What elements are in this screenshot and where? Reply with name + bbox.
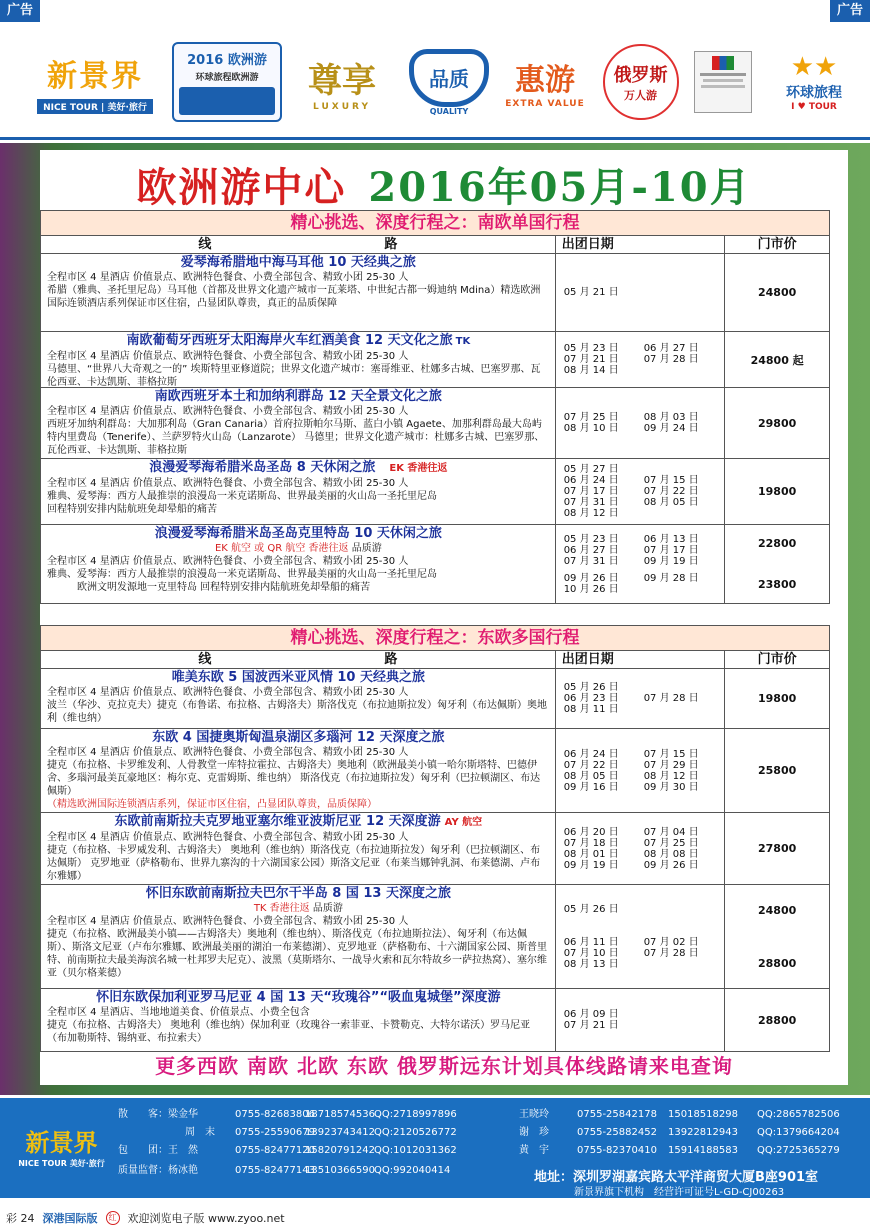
extra-value-logo: 惠游 EXTRA VALUE [505, 63, 585, 109]
contact-cell: 13922812943 [668, 1127, 738, 1138]
luxury-logo: 尊享 LUXURY [308, 60, 376, 112]
address: 地址：深圳罗湖嘉宾路太平洋商贸大厦B座901室 [534, 1170, 819, 1185]
section-south-europe [40, 210, 830, 604]
star-icon: ★★ [790, 52, 838, 82]
section-title: 精心挑选、深度行程之：南欧单国行程 [41, 211, 829, 236]
section-east-europe [40, 625, 830, 1052]
table-header: 线 路 出团日期 门市价 [41, 236, 829, 254]
contact-cell: 散 客：梁金华 [118, 1109, 198, 1120]
ad-tag-right: 广告 [830, 0, 870, 22]
contact-cell: QQ:2865782506 [757, 1109, 840, 1120]
contact-cell: 0755-82477143 [235, 1165, 315, 1176]
page-title: 欧洲游中心 2016年05月-10月 [136, 164, 752, 211]
section-title: 精心挑选、深度行程之：东欧多国行程 [41, 626, 829, 651]
contact-cell: 18718574536 [305, 1109, 375, 1120]
table-row: 怀旧东欧保加利亚罗马尼亚 4 国 13 天“玫瑰谷”“吸血鬼城堡”深度游 全程市区 4 星酒店、当地地道美食、价值景点、小费全包含 捷克（布拉格、古姆洛夫） 奥地利（维也纳）保加利亚（玫瑰谷一索菲亚、卡赞勒克、大特尔诺沃）罗马尼亚（布加勒斯特、锡纳亚、布拉索夫） 06 月 09 日 07 月 21 日 28800 [41, 989, 829, 1051]
contact-cell: 黄 宇 [519, 1145, 549, 1156]
table-row: 南欧西班牙本土和加纳利群岛 12 天全景文化之旅 全程市区 4 星酒店 价值景点、欧洲特色餐食、小费全部包含、精致小团 25-30 人 西班牙加纳利群岛：大加那利岛（Gran Canaria）首府拉斯帕尔马斯、蓝白小镇 Agaete、加那利群岛最大岛屿特内里费岛（Tenerife）、兰萨罗特火山岛（Lanzarote） 马德里；世界文化遗产城市：杜娜多古城、巴塞罗那、瓦伦西亚、卡达凯斯、菲格拉斯 07 月 25 日 08 月 03 日 08 月 10 日 09 月 24 日 29800 [41, 388, 829, 459]
contact-cell: 0755-82370410 [577, 1145, 657, 1156]
license: 新景界旗下机构 经营许可证号L-GD-CJ00263 [574, 1187, 785, 1198]
contact-cell: 谢 珍 [519, 1127, 549, 1138]
contact-cell: 15820791242 [305, 1145, 375, 1156]
russia-logo: 俄罗斯 万人游 [598, 42, 683, 122]
contact-cell: 包 团：王 然 [118, 1145, 198, 1156]
unionpay-badge [692, 42, 754, 122]
table-row: 爱琴海希腊地中海马耳他 10 天经典之旅 全程市区 4 星酒店 价值景点、欧洲特色餐食、小费全部包含、精致小团 25-30 人 希腊（雅典、圣托里尼岛）马耳他（首都及世界文化遗产城市一瓦莱塔、中世紀古都一姆迪纳 Mdina）精选欧洲国际连锁酒店系列保证市区住宿，凸显团队尊贵，真正的品质保障 05 月 21 日 24800 [41, 254, 829, 332]
contact-cell: 周 末 [185, 1127, 215, 1138]
table-row: 东欧前南斯拉夫克罗地亚塞尔维亚波斯尼亚 12 天深度游 AY 航空 全程市区 4 星酒店 价值景点、欧洲特色餐食、小费全部包含、精致小团 25-30 人 捷克（布拉格、卡罗威发利、古姆洛夫） 奥地利（维也纳）斯洛伐克（布拉迪斯拉发）匈牙利（巴拉顿湖区、布达佩斯） 克罗地亚（萨格勒布、世界九寨沟的十六湖国家公园）斯洛文尼亚（布莱当娜钟乳洞、布莱德湖、卢布尔雅娜） 06 月 20 日 07 月 04 日 07 月 18 日 07 月 25 日 08 月 01 日 08 月 08 日 09 月 19 日 09 月 26 日 27800 [41, 813, 829, 885]
contact-panel [0, 1098, 870, 1198]
contact-cell: 0755-25882452 [577, 1127, 657, 1138]
table-row: 唯美东欧 5 国波西米亚风情 10 天经典之旅 全程市区 4 星酒店 价值景点、欧洲特色餐食、小费全部包含、精致小团 25-30 人 波兰（华沙、克拉克夫）捷克（布鲁诺、布拉格、古姆洛夫）斯洛伐克（布拉迪斯拉发）匈牙利（布达佩斯）奥地利（维也纳） 05 月 26 日 06 月 23 日 07 月 28 日 08 月 11 日 19800 [41, 669, 829, 729]
contact-cell: 质量监督：杨冰艳 [118, 1165, 198, 1176]
red-circle-icon: 红 [106, 1211, 120, 1225]
contact-cell: QQ:1012031362 [374, 1145, 457, 1156]
table-row: 南欧葡萄牙西班牙太阳海岸火车红酒美食 12 天文化之旅 TK 全程市区 4 星酒店 价值景点、欧洲特色餐食、小费全部包含、精致小团 25-30 人 马德里、“世界八大奇观之一的” 埃斯特里亚修道院；世界文化遗产城市：塞哥维亚、杜娜多古城、巴塞罗那、瓦伦西亚、卡达凯斯、菲格拉斯 05 月 23 日 06 月 27 日 07 月 21 日 07 月 28 日 08 月 14 日 24800 起 [41, 332, 829, 388]
contact-cell: 0755-82477120 [235, 1145, 315, 1156]
table-row: 浪漫爱琴海希腊米岛圣岛 8 天休闲之旅 EK 香港往返 全程市区 4 星酒店 价值景点、欧洲特色餐食、小费全部包含、精致小团 25-30 人 雅典、爱琴海：西方人最推崇的浪漫岛一米克诺斯岛、世界最美丽的火山岛一圣托里尼岛 回程特别安排内陆航班免却晕船的痛苦 05 月 27 日 06 月 24 日 07 月 15 日 07 月 17 日 07 月 22 日 07 月 31 日 08 月 05 日 08 月 12 日 19800 [41, 459, 829, 525]
contact-cell: 王晓玲 [519, 1109, 549, 1120]
contact-cell: 13510366590 [305, 1165, 375, 1176]
table-row: 怀旧东欧前南斯拉夫巴尔干半岛 8 国 13 天深度之旅 TK 香港往返 品质游 全程市区 4 星酒店 价值景点、欧洲特色餐食、小费全部包含、精致小团 25-30 人 捷克（布拉格、欧洲最美小镇——古姆洛夫）奥地利（维也纳）、斯洛伐克（布拉迪斯拉法）、匈牙利（布达佩斯）、斯洛文尼亚（卢布尔雅娜、欧洲最美丽的湖泊一布莱德湖）、克罗地亚（萨格勒布、十六湖国家公园、斯普里特、前南斯拉夫最美海滨名城一杜邦罗夫尼克）、波黑（莫斯塔尔、一战导火索和瓦尔特故乡一萨拉热窝）、塞尔维亚（贝尔格莱德） 05 月 26 日 06 月 11 日 07 月 02 日 07 月 10 日 07 月 28 日 08 月 13 日 24800 28800 [41, 885, 829, 989]
contact-cell: 15914188583 [668, 1145, 738, 1156]
nice-tour-logo: 新景界 NICE TOUR | 美好·旅行 [30, 42, 160, 122]
ad-tag-left: 广告 [0, 0, 40, 22]
contact-cell: 15018518298 [668, 1109, 738, 1120]
contact-cell: 13923743412 [305, 1127, 375, 1138]
contact-cell: QQ:992040414 [374, 1165, 451, 1176]
contact-cell: QQ:2718997896 [374, 1109, 457, 1120]
more-routes-banner: 更多西欧 南欧 北欧 东欧 俄罗斯远东计划具体线路请来电查询 [155, 1054, 733, 1078]
contact-cell: QQ:2725365279 [757, 1145, 840, 1156]
table-row: 浪漫爱琴海希腊米岛圣岛克里特岛 10 天休闲之旅 EK 航空 或 QR 航空 香港往返 品质游 全程市区 4 星酒店 价值景点、欧洲特色餐食、小费全部包含、精致小团 25-30 人 雅典、爱琴海：西方人最推崇的浪漫岛一米克诺斯岛、世界最美丽的火山岛一圣托里尼岛 欧洲文明发源地一克里特岛 回程特别安排内陆航班免却晕船的痛苦 05 月 23 日 06 月 13 日 06 月 27 日 07 月 17 日 07 月 31 日 09 月 19 日 09 月 26 日 09 月 28 日 10 月 26 日 22800 23800 [41, 525, 829, 603]
contact-cell: QQ:1379664204 [757, 1127, 840, 1138]
logo-bar [0, 22, 870, 140]
contact-cell: 0755-25842178 [577, 1109, 657, 1120]
table-row: 东欧 4 国捷奥斯匈温泉湖区多瑙河 12 天深度之旅 全程市区 4 星酒店 价值景点、欧洲特色餐食、小费全部包含、精致小团 25-30 人 捷克（布拉格、卡罗维发利、人骨教堂一库特拉霍拉、古姆洛夫）奥地利（欧洲最美小镇一哈尔斯塔特、巴德伊舍、多瑙河最美瓦豪地区：梅尔克、克雷姆斯、维也纳） 斯洛伐克（布拉迪斯拉发）匈牙利（巴拉顿湖区、布达佩斯） （精选欧洲国际连锁酒店系列，保证市区住宿，凸显团队尊贵，品质保障） 06 月 24 日 07 月 15 日 07 月 22 日 07 月 29 日 08 月 05 日 08 月 12 日 09 月 16 日 09 月 30 日 25800 [41, 729, 829, 813]
contact-cell: 0755-25590679 [235, 1127, 315, 1138]
table-header: 线 路 出团日期 门市价 [41, 651, 829, 669]
contact-cell: 0755-82683806 [235, 1109, 315, 1120]
quality-logo: 品质 QUALITY [404, 42, 494, 122]
contact-cell: QQ:2120526772 [374, 1127, 457, 1138]
euro2016-logo: 2016 欧洲游 环球旅程欧洲游 [172, 42, 282, 122]
page-footer: 彩 24 深港国际版 红 欢迎浏览电子版 www.zyoo.net [6, 1212, 285, 1225]
nice-tour-logo-footer: 新景界 NICE TOUR 美好·旅行 [18, 1129, 105, 1168]
global-tour-logo: ★★ 环球旅程 I ♥ TOUR [786, 52, 842, 112]
